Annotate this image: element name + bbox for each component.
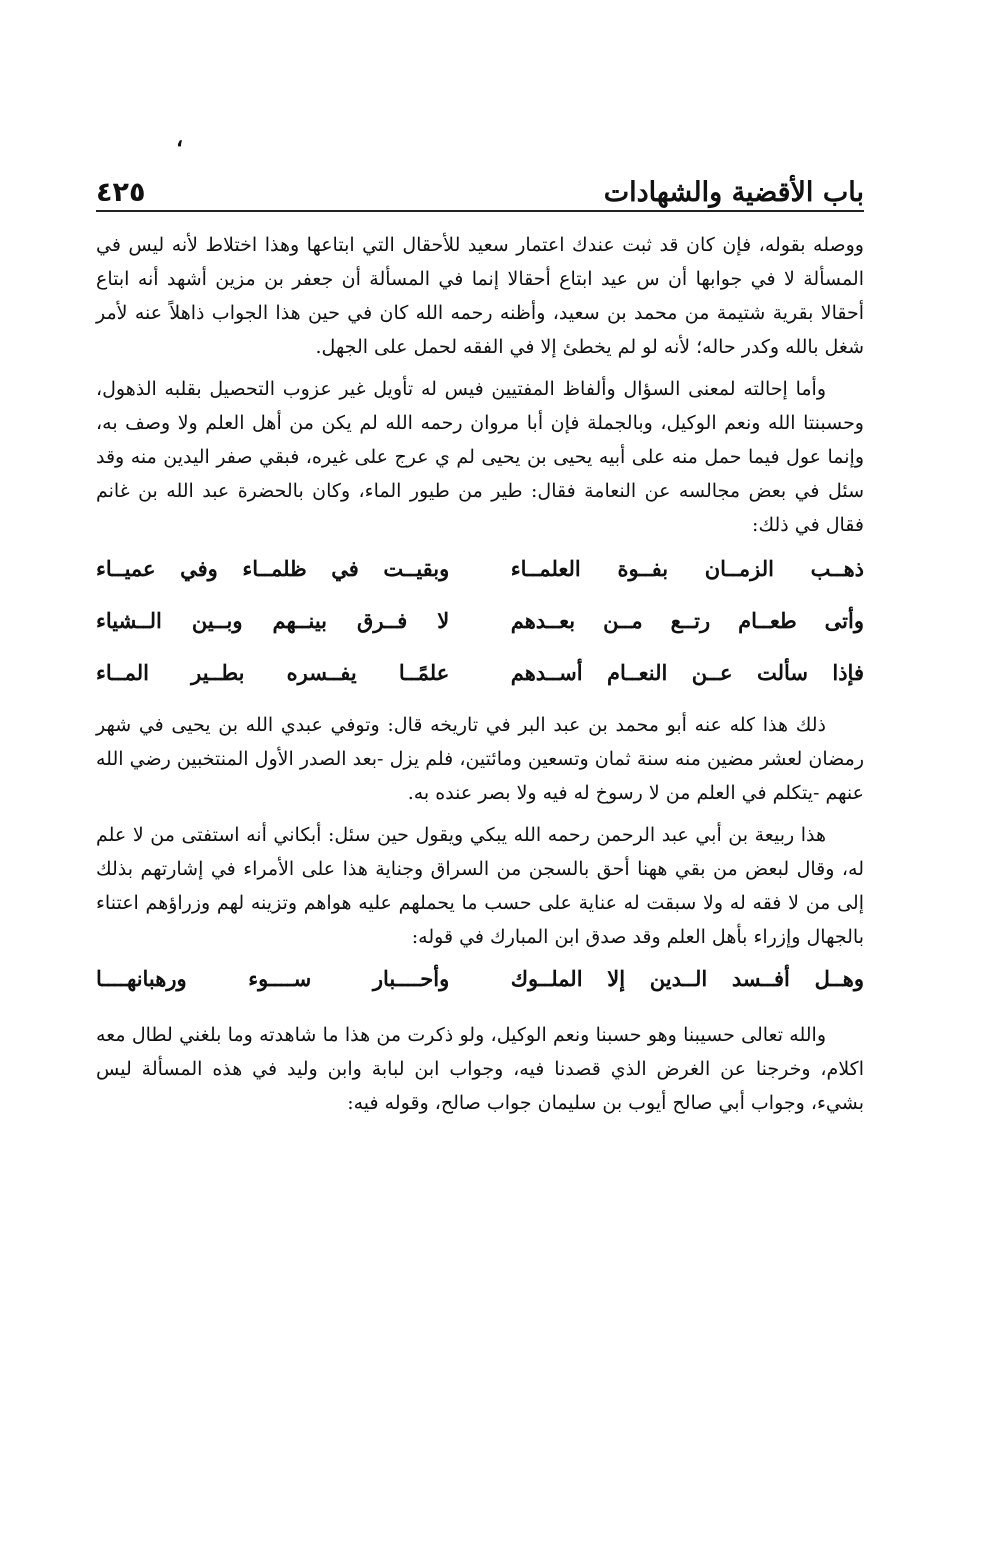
chapter-title: باب الأقضية والشهادات — [603, 177, 864, 208]
verse-first-hemistich: وهــل أفــسد الــدين إلا الملــوك — [510, 966, 864, 991]
paragraph: ذلك هذا كله عنه أبو محمد بن عبد البر في تاريخه قال: وتوفي عبدي الله بن يحيى في شهر رمضان لعشر مضين منه سنة ثمان وتسعين ومائتين، فلم يزل -بعد الصدر الأول المنتخبين رضي الله عنهم -يتكلم في العلم من لا رسوخ له فيه ولا بصر عنده به. — [96, 714, 864, 804]
verse-line — [96, 604, 864, 638]
stray-mark: ، — [176, 126, 184, 152]
header-rule — [96, 210, 864, 212]
page-body — [96, 228, 864, 1128]
running-header — [96, 168, 864, 208]
paragraph: هذا ربيعة بن أبي عبد الرحمن رحمه الله يبكي ويقول حين سئل: أبكاني أنه استفتى من لا علم له، وقال لبعض من بقي ههنا أحق بالسجن من السراق وجناية هذا على الأمراء في إشارتهم بذلك إلى من لا فقه له ولا سبقت له عناية على حسب ما يحملهم عليه هواهم وتزينه لهم وزراؤهم اعتناء بالجهال وإزراء بأهل العلم وقد صدق ابن المبارك في قوله: — [96, 824, 864, 948]
verse-line — [96, 552, 864, 586]
paragraph: والله تعالى حسيبنا وهو حسبنا ونعم الوكيل، ولو ذكرت من هذا ما شاهدته وما بلغني لطال معه اكلام، وخرجنا عن الغرض الذي قصدنا فيه، وجواب ابن لبابة وابن وليد في هذه المسألة ليس بشيء، وجواب أبي صالح أيوب بن سليمان جواب صالح، وقوله فيه: — [96, 1024, 864, 1114]
page-number: ٤٢٥ — [96, 177, 146, 208]
verse-second-hemistich: وأحــــبار ســــوء ورهبانهــــا — [96, 966, 450, 991]
poem-block — [96, 962, 864, 996]
paragraph: وأما إحالته لمعنى السؤال وألفاظ المفتيين فيس له تأويل غير عزوب التحصيل بقلبه الذهول، وحسبنتا الله ونعم الوكيل، وبالجملة فإن أبا مروان رحمه الله لم يكن من أهل العلم ولا وصف به، وإنما عول فيما حمل منه على أبيه يحيى بن يحيى لم ي عرج على غيره، فبقي صفر اليدين منه وقد سئل في بعض مجالسه عن النعامة فقال: طير من طيور الماء، وكان بالحضرة عبد الله بن غانم فقال في ذلك: — [96, 378, 864, 536]
verse-second-hemistich: لا فــرق بينــهم وبــين الــشياء — [96, 608, 450, 633]
verse-first-hemistich: ذهــب الزمــان بفــوة العلمــاء — [510, 556, 864, 581]
verse-first-hemistich: وأتى طعــام رتــع مــن بعــدهم — [510, 608, 864, 633]
poem-block — [96, 552, 864, 690]
verse-second-hemistich: وبقيــت في ظلمــاء وفي عميــاء — [96, 556, 450, 581]
paragraph: ووصله بقوله، فإن كان قد ثبت عندك اعتمار سعيد للأحقال التي ابتاعها وهذا اختلاط لأنه ليس في المسألة لا في جوابها أن س عيد ابتاع أحقالا إنما في المسألة أن جعفر بن مزين أشهد أنه ابتاع أحقالا بقرية شتيمة من محمد بن سعيد، وأظنه رحمه الله كان في حين هذا الجواب ذاهلاً عنه لأمر شغل بالله وكدر حاله؛ لأنه لو لم يخطئ إلا في الفقه لحمل على الجهل. — [96, 234, 864, 358]
verse-line — [96, 962, 864, 996]
verse-first-hemistich: فإذا سألت عــن النعــام أســدهم — [510, 660, 864, 685]
verse-line — [96, 656, 864, 690]
verse-second-hemistich: علمًــا يفــسره بطــير المــاء — [96, 660, 450, 685]
